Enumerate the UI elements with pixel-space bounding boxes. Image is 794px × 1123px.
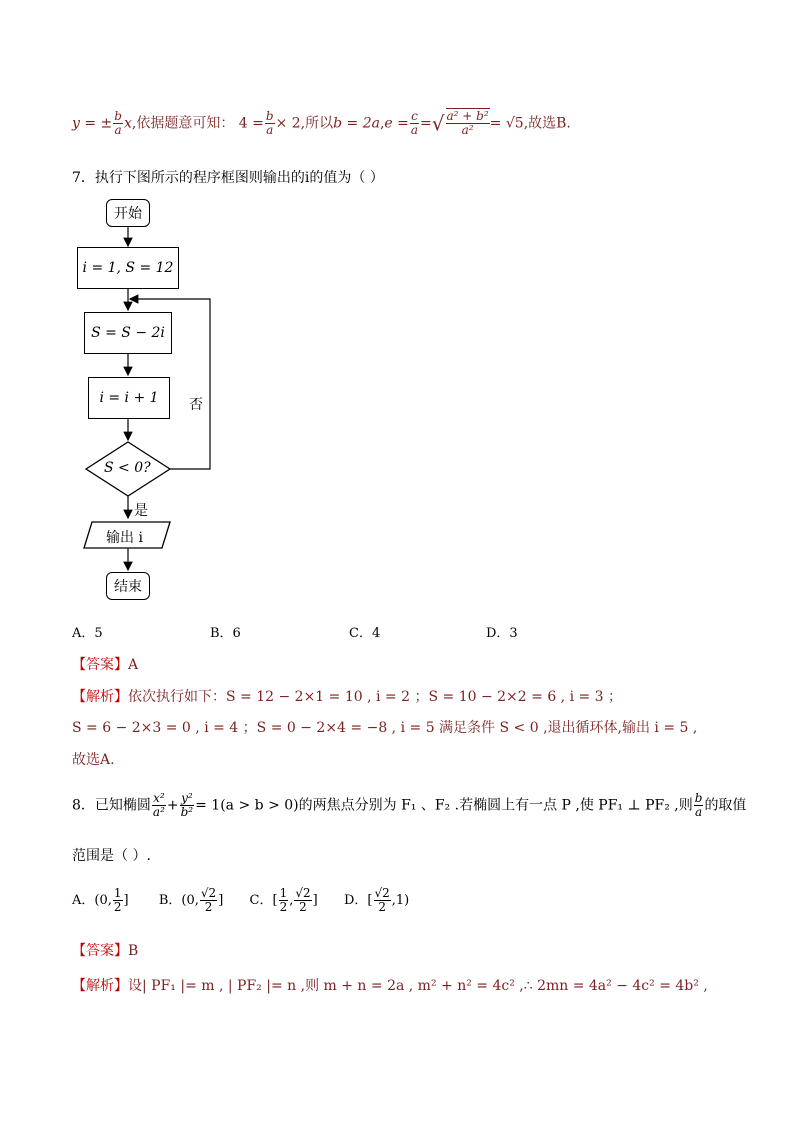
q8-optC-num2: √2: [295, 886, 311, 900]
q8-stem-line2: 范围是（ ）.: [72, 848, 151, 864]
q7-stem: 7．执行下图所示的程序框图则输出的i的值为（ ）: [72, 170, 384, 186]
q7-answer-label: 【答案】: [72, 657, 128, 673]
q8-optB-post: ]: [218, 893, 224, 908]
q7-answer-line: [72, 654, 138, 674]
q8-optA-pre: A．(0,: [72, 893, 112, 908]
q7-analysis-line1: [72, 686, 622, 706]
q8-frac-b: b: [694, 791, 703, 805]
q8-optC-pre: C．[: [249, 893, 278, 908]
flow-update-i: i = i + 1: [88, 377, 170, 419]
q7-option-c[interactable]: C．4: [349, 626, 381, 641]
q8-plus: +: [166, 797, 179, 814]
q8-x2: x²: [153, 791, 165, 805]
q8-option-b[interactable]: [158, 886, 224, 914]
q7-option-b[interactable]: B．6: [210, 626, 241, 641]
q6-e-eq: e =: [384, 115, 409, 132]
q8-b2: b²: [180, 805, 194, 819]
q8-answer-label: 【答案】: [72, 943, 128, 959]
q6-choose: ,故选B.: [523, 115, 571, 132]
q6-x: x: [123, 115, 132, 132]
q8-optA-frac: [113, 887, 123, 914]
flow-end: 结束: [106, 572, 150, 600]
q8-optB-frac: [200, 887, 217, 914]
q8-answer: B: [128, 943, 139, 959]
q8-analysis-line1: [72, 975, 708, 995]
q6-frac-num: b: [114, 109, 122, 123]
q8-optC-frac2: [294, 887, 311, 914]
q8-optD-pre: D．[: [344, 893, 373, 908]
q8-optC-den1: 2: [279, 900, 288, 914]
q8-optD-den: 2: [378, 900, 386, 914]
q8-stem-line1: [72, 792, 746, 819]
q8-option-c[interactable]: [249, 886, 318, 914]
q8-option-a[interactable]: [72, 886, 129, 914]
q7-analysis-text1: 依次执行如下：S = 12 − 2×1 = 10 , i = 2 ；S = 10 − 2×2 = 6 , i = 3 ；: [128, 689, 623, 705]
q8-y2: y²: [181, 791, 193, 805]
q8-frac-b-a: [694, 792, 704, 819]
q8-frac-x2-a2: [152, 792, 166, 819]
q6-lhs: y = ±: [72, 115, 113, 132]
q8-optA-num: 1: [113, 886, 122, 900]
q8-frac-y2-b2: [180, 792, 195, 819]
q8-analysis-label: 【解析】: [72, 978, 128, 994]
q8-optD-post: ,1): [391, 893, 410, 908]
q8-optC-mid: ,: [289, 893, 294, 908]
q8-a2: a²: [152, 805, 165, 819]
q8-optB-den: 2: [204, 900, 213, 914]
q7-option-d[interactable]: D．3: [486, 626, 518, 641]
q6-comma: ,: [379, 115, 385, 132]
q6-frac3-den: a: [410, 123, 419, 137]
flow-init: i = 1, S = 12: [77, 247, 179, 289]
q8-optC-post: ]: [312, 893, 318, 908]
flow-no-label: 否: [189, 397, 203, 413]
q8-optB-num: √2: [200, 886, 217, 900]
q6-eq2: b = 2a: [333, 115, 380, 132]
q6-frac3-num: c: [411, 109, 418, 123]
q6-frac2-den: a: [266, 123, 274, 137]
q8-stem-c: 的取值: [704, 797, 747, 814]
q7-analysis-label: 【解析】: [72, 689, 128, 705]
q6-times2: × 2: [275, 115, 301, 132]
q8-stem-b: = 1(a > b > 0)的两焦点分别为 F₁ 、F₂ .若椭圆上有一点 P ,使 PF₁ ⊥ PF₂ ,则: [195, 797, 693, 814]
q8-analysis-text1: 设| PF₁ |= m , | PF₂ |= n ,则 m + n = 2a , m² + n² = 4c² ,∴ 2mn = 4a² − 4c² = 4b² ,: [128, 978, 708, 994]
q6-sqrt-den: a²: [461, 123, 474, 137]
q8-optC-frac1: [279, 887, 289, 914]
flow-update-s: S = S − 2i: [84, 312, 172, 354]
flow-output: 输出 i: [106, 530, 143, 546]
q7-answer: A: [128, 657, 139, 673]
q7-analysis-line3: 故选A.: [72, 752, 115, 768]
q8-optC-den2: 2: [299, 900, 307, 914]
q6-result: = √5: [489, 115, 524, 132]
q8-optD-num: √2: [374, 886, 390, 900]
q8-optD-frac: [374, 887, 391, 914]
sqrt-icon: √: [431, 111, 445, 136]
q8-optA-den: 2: [113, 900, 122, 914]
flow-cond: S < 0?: [104, 460, 151, 476]
q6-text1: ,依据题意可知：: [131, 115, 235, 132]
q8-optA-post: ]: [123, 893, 129, 908]
q6-frac2-num: b: [265, 109, 274, 123]
q8-options: [72, 887, 409, 914]
q6-sqrt-num: a² + b²: [446, 109, 489, 123]
q8-stem-a: 8．已知椭圆: [72, 797, 151, 814]
flow-start: 开始: [106, 199, 150, 227]
q6-text2: ,所以: [300, 115, 334, 132]
q6-eq-sign: =: [420, 115, 432, 132]
q8-frac-a: a: [695, 805, 703, 819]
q7-analysis-line2: S = 6 − 2×3 = 0 , i = 4 ；S = 0 − 2×4 = −8 , i = 5 满足条件 S < 0 ,退出循环体,输出 i = 5 ,: [72, 720, 698, 736]
q8-optB-pre: B．(0,: [158, 893, 199, 908]
q8-optC-num1: 1: [279, 886, 288, 900]
q8-option-d[interactable]: [344, 886, 410, 914]
q8-answer-line: [72, 940, 138, 960]
q6-eq1: 4 =: [238, 115, 264, 132]
flow-yes-label: 是: [134, 503, 148, 519]
q6-frac-den: a: [114, 123, 122, 137]
q7-option-a[interactable]: A．5: [72, 626, 103, 641]
